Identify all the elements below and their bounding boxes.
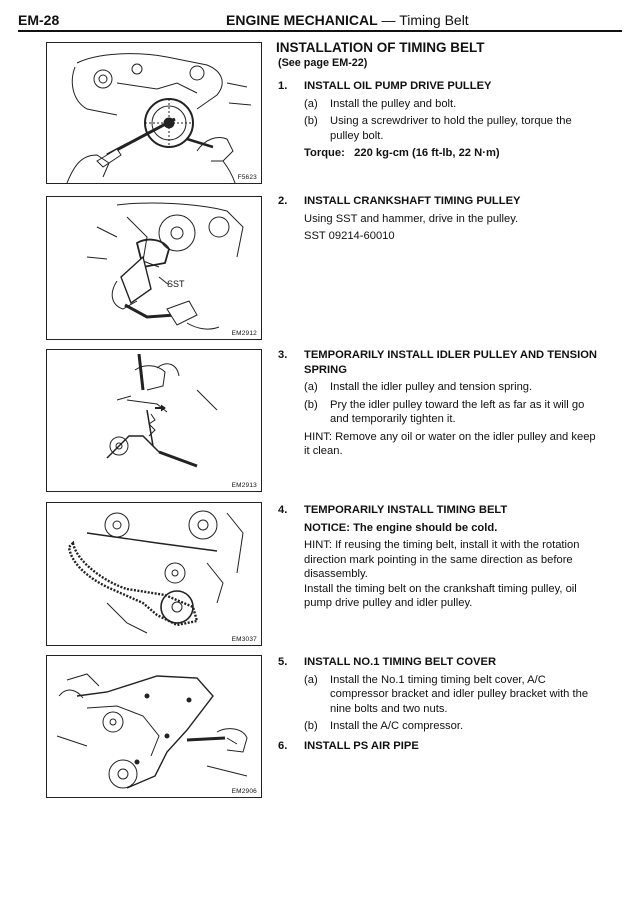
torque-label: Torque:	[304, 147, 345, 159]
step-6	[278, 739, 604, 754]
figure-crankshaft-pulley	[46, 196, 262, 340]
figure-code: EM2912	[231, 330, 257, 337]
figure-code: EM3037	[231, 636, 257, 643]
step-item	[304, 97, 604, 112]
item-text: Install the A/C compressor.	[330, 720, 464, 732]
step-heading	[278, 194, 604, 209]
step-4	[278, 503, 604, 611]
torque-spec	[304, 146, 604, 161]
step-number: 2.	[278, 195, 288, 207]
item-text: Install the No.1 timing timing belt cover, A/C compressor bracket and idler pulley bracket with the nine bolts and two nuts.	[330, 673, 589, 715]
hint-text: HINT: Remove any oil or water on the idler pulley and keep it clean.	[304, 430, 596, 457]
step-item	[304, 398, 604, 427]
step-heading	[278, 503, 604, 518]
item-label: (b)	[304, 398, 318, 411]
figure-code: EM2906	[231, 788, 257, 795]
item-text: Using a screwdriver to hold the pulley, torque the pulley bolt.	[330, 115, 572, 142]
figure-timing-belt-cover	[46, 655, 262, 798]
page-header	[18, 8, 622, 30]
notice-text: NOTICE: The engine should be cold.	[304, 521, 498, 534]
figure-oil-pump-pulley	[46, 42, 262, 184]
section-title-bold: ENGINE MECHANICAL	[226, 12, 378, 28]
header-rule	[18, 30, 622, 32]
sst-label: SST	[167, 279, 185, 289]
sst-number: SST 09214-60010	[304, 230, 395, 242]
step-item	[304, 673, 604, 717]
torque-value: 220 kg-cm (16 ft-lb, 22 N·m)	[354, 147, 500, 159]
step-item	[304, 114, 604, 143]
illustration-oil-pump-pulley	[47, 43, 261, 183]
item-label: (b)	[304, 115, 318, 127]
item-label: (a)	[304, 381, 318, 393]
step-text: Using SST and hammer, drive in the pulley.	[304, 212, 519, 225]
step-5	[278, 655, 604, 734]
page-reference: (See page EM-22)	[278, 57, 368, 69]
step-heading	[278, 655, 604, 670]
step-3	[278, 348, 604, 459]
figure-timing-belt	[46, 502, 262, 646]
item-text: Install the pulley and bolt.	[330, 97, 457, 110]
step-item	[304, 380, 604, 395]
item-label: (b)	[304, 720, 318, 732]
figure-code: EM2913	[231, 482, 257, 489]
step-heading-text: INSTALL PS AIR PIPE	[304, 740, 419, 752]
step-heading	[278, 739, 604, 754]
step-heading-text: INSTALL OIL PUMP DRIVE PULLEY	[304, 80, 492, 92]
item-text: Pry the idler pulley toward the left as far as it will go and temporarily tighten it.	[330, 398, 585, 425]
item-label: (a)	[304, 97, 318, 110]
illustration-timing-belt	[47, 503, 261, 645]
page-number: EM-28	[18, 12, 60, 28]
figure-code: F5623	[237, 174, 257, 181]
step-number: 5.	[278, 656, 288, 668]
page-title: INSTALLATION OF TIMING BELT	[276, 40, 485, 55]
figure-idler-pulley	[46, 349, 262, 492]
step-number: 6.	[278, 740, 288, 752]
illustration-crankshaft-pulley	[47, 197, 261, 339]
step-item	[304, 719, 604, 734]
hint-text: HINT: If reusing the timing belt, install it with the rotation direction mark pointing in the same direction as before disassembly.	[304, 539, 580, 580]
step-number: 3.	[278, 349, 288, 361]
illustration-idler-pulley	[47, 350, 261, 491]
step-heading-text: TEMPORARILY INSTALL IDLER PULLEY AND TENSION SPRING	[304, 349, 597, 376]
illustration-timing-belt-cover	[47, 656, 261, 797]
step-2	[278, 194, 604, 244]
step-heading-text: INSTALL CRANKSHAFT TIMING PULLEY	[304, 195, 521, 207]
item-label: (a)	[304, 673, 318, 686]
step-text: Install the timing belt on the crankshaft timing pulley, oil pump drive pulley and idler pulley.	[304, 582, 577, 609]
step-heading-text: TEMPORARILY INSTALL TIMING BELT	[304, 504, 508, 516]
section-title-rest: — Timing Belt	[377, 12, 469, 28]
step-heading	[278, 79, 604, 94]
step-1	[278, 79, 604, 161]
step-number: 1.	[278, 80, 288, 92]
item-text: Install the idler pulley and tension spring.	[330, 381, 533, 393]
step-heading	[278, 348, 604, 377]
step-number: 4.	[278, 504, 288, 516]
step-heading-text: INSTALL NO.1 TIMING BELT COVER	[304, 656, 497, 668]
section-title	[226, 12, 469, 28]
